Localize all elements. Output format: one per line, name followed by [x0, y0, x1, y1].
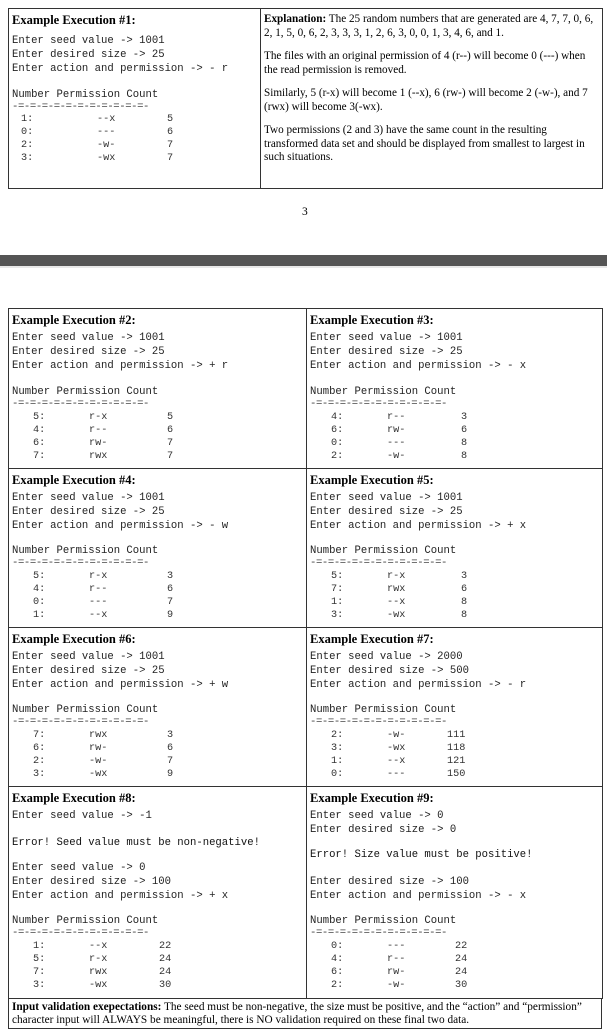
ex6-row-4-num: 3:	[33, 769, 46, 780]
ex8-row-3-count: 24	[159, 967, 172, 978]
ex5-row-3-count: 8	[461, 597, 468, 608]
ex3-row-1-num: 4:	[331, 412, 344, 423]
ex8-error-message: Error! Seed value must be non-negative!	[12, 837, 260, 849]
explanation-para-3: Similarly, 5 (r-x) will become 1 (--x), 6 (rw-) will become 2 (-w-), and 7 (rwx) will become 3(-wx).	[264, 87, 588, 113]
ex5-row-2-perm: rwx	[387, 584, 406, 595]
ex9-line-2: Enter action and permission -> - x	[310, 890, 527, 902]
ex5-row-1-count: 3	[461, 571, 468, 582]
ex9-divider: -=-=-=-=-=-=-=-=-=-=-=-	[310, 927, 448, 939]
ex9-line-seed: Enter seed value -> 0	[310, 810, 444, 822]
ex5-row-4-perm: -wx	[387, 610, 406, 621]
ex2-row-4-count: 7	[167, 451, 174, 462]
ex1-row-3-count: 7	[167, 140, 174, 151]
example-7-cell	[306, 627, 603, 787]
ex8-row-2-perm: r-x	[89, 954, 108, 965]
ex5-table-header: Number Permission Count	[310, 545, 457, 557]
ex4-line-3: Enter action and permission -> - w	[12, 520, 229, 532]
ex2-row-4-num: 7:	[33, 451, 46, 462]
ex2-row-3-num: 6:	[33, 438, 46, 449]
ex5-row-3-num: 1:	[331, 597, 344, 608]
ex7-line-2: Enter desired size -> 500	[310, 665, 469, 677]
ex4-divider: -=-=-=-=-=-=-=-=-=-=-=-	[12, 557, 150, 569]
ex1-row-1-perm: --x	[97, 114, 116, 125]
ex8-row-1-count: 22	[159, 941, 172, 952]
ex4-table-header: Number Permission Count	[12, 545, 159, 557]
ex7-divider: -=-=-=-=-=-=-=-=-=-=-=-	[310, 716, 448, 728]
ex3-row-3-count: 8	[461, 438, 468, 449]
ex5-row-4-num: 3:	[331, 610, 344, 621]
ex3-row-4-num: 2:	[331, 451, 344, 462]
example-9-cell	[306, 786, 603, 999]
ex8-line-seed-neg: Enter seed value -> -1	[12, 810, 152, 822]
ex8-row-4-count: 30	[159, 980, 172, 991]
ex4-row-1-perm: r-x	[89, 571, 108, 582]
ex8-row-3-perm: rwx	[89, 967, 108, 978]
ex5-row-2-count: 6	[461, 584, 468, 595]
ex5-row-2-num: 7:	[331, 584, 344, 595]
input-validation-label: Input validation exepectations:	[12, 1001, 162, 1013]
ex2-row-1-num: 5:	[33, 412, 46, 423]
ex9-row-4-perm: -w-	[387, 980, 406, 991]
ex7-row-2-num: 3:	[331, 743, 344, 754]
example-2-cell	[8, 308, 307, 469]
ex3-row-2-num: 6:	[331, 425, 344, 436]
ex2-row-2-perm: r--	[89, 425, 108, 436]
ex1-row-2-num: 0:	[21, 127, 34, 138]
ex8-line-3: Enter action and permission -> + x	[12, 890, 229, 902]
example-5-title: Example Execution #5:	[310, 473, 434, 487]
example-1-title: Example Execution #1:	[12, 13, 136, 27]
example-3-cell	[306, 308, 603, 469]
ex7-row-4-count: 150	[447, 769, 466, 780]
ex1-line-2: Enter desired size -> 25	[12, 49, 165, 61]
ex3-line-3: Enter action and permission -> - x	[310, 360, 527, 372]
ex7-line-3: Enter action and permission -> - r	[310, 679, 527, 691]
ex6-row-3-num: 2:	[33, 756, 46, 767]
ex2-row-4-perm: rwx	[89, 451, 108, 462]
example-7-title: Example Execution #7:	[310, 632, 434, 646]
page-top	[0, 0, 607, 255]
ex6-line-1: Enter seed value -> 1001	[12, 651, 165, 663]
example-4-title: Example Execution #4:	[12, 473, 136, 487]
ex2-row-1-perm: r-x	[89, 412, 108, 423]
ex4-row-4-count: 9	[167, 610, 174, 621]
ex7-row-2-count: 118	[447, 743, 466, 754]
ex6-row-1-count: 3	[167, 730, 174, 741]
ex7-row-4-perm: ---	[387, 769, 406, 780]
explanation-numbers: The 25 random numbers that are generated are 4, 7, 7, 0, 6, 2, 1, 5, 0, 6, 2, 3, 3, 3, 1, 2, 6, 3, 0, 0, 1, 3, 4, 6, and 1.	[264, 13, 594, 39]
ex4-row-3-count: 7	[167, 597, 174, 608]
ex4-line-2: Enter desired size -> 25	[12, 506, 165, 518]
ex6-table-header: Number Permission Count	[12, 704, 159, 716]
ex8-row-4-num: 3:	[33, 980, 46, 991]
ex7-row-1-perm: -w-	[387, 730, 406, 741]
ex6-row-3-perm: -w-	[89, 756, 108, 767]
ex4-line-1: Enter seed value -> 1001	[12, 492, 165, 504]
ex7-row-1-num: 2:	[331, 730, 344, 741]
example-6-cell	[8, 627, 307, 787]
ex3-line-2: Enter desired size -> 25	[310, 346, 463, 358]
ex9-row-4-count: 30	[455, 980, 468, 991]
ex3-line-1: Enter seed value -> 1001	[310, 332, 463, 344]
ex1-row-4-count: 7	[167, 153, 174, 164]
ex9-row-3-perm: rw-	[387, 967, 406, 978]
input-validation-text: The seed must be non-negative, the size must be positive, and the “action” and “permission” character input will ALWAYS be meaningful, there is NO validation required on these final two data.	[12, 1001, 582, 1026]
ex8-row-1-num: 1:	[33, 941, 46, 952]
ex6-row-4-count: 9	[167, 769, 174, 780]
ex2-divider: -=-=-=-=-=-=-=-=-=-=-=-	[12, 398, 150, 410]
ex3-table-header: Number Permission Count	[310, 386, 457, 398]
ex8-row-1-perm: --x	[89, 941, 108, 952]
ex9-row-4-num: 2:	[331, 980, 344, 991]
ex8-divider: -=-=-=-=-=-=-=-=-=-=-=-	[12, 927, 150, 939]
ex5-row-1-perm: r-x	[387, 571, 406, 582]
ex5-line-3: Enter action and permission -> + x	[310, 520, 527, 532]
ex9-error-message: Error! Size value must be positive!	[310, 849, 533, 861]
ex5-row-3-perm: --x	[387, 597, 406, 608]
ex2-row-3-count: 7	[167, 438, 174, 449]
ex3-row-3-perm: ---	[387, 438, 406, 449]
ex9-row-1-count: 22	[455, 941, 468, 952]
ex3-row-2-count: 6	[461, 425, 468, 436]
example-2-title: Example Execution #2:	[12, 313, 136, 327]
ex4-row-2-count: 6	[167, 584, 174, 595]
ex1-row-1-count: 5	[167, 114, 174, 125]
ex8-row-3-num: 7:	[33, 967, 46, 978]
ex8-row-2-num: 5:	[33, 954, 46, 965]
ex1-row-2-count: 6	[167, 127, 174, 138]
example-8-title: Example Execution #8:	[12, 791, 136, 805]
ex1-line-1: Enter seed value -> 1001	[12, 35, 165, 47]
ex6-row-2-num: 6:	[33, 743, 46, 754]
ex6-row-1-perm: rwx	[89, 730, 108, 741]
ex9-row-3-num: 6:	[331, 967, 344, 978]
ex1-line-3: Enter action and permission -> - r	[12, 63, 229, 75]
ex1-row-4-perm: -wx	[97, 153, 116, 164]
ex8-line-2: Enter desired size -> 100	[12, 876, 171, 888]
ex4-row-3-perm: ---	[89, 597, 108, 608]
ex2-line-1: Enter seed value -> 1001	[12, 332, 165, 344]
ex4-row-1-count: 3	[167, 571, 174, 582]
ex8-table-header: Number Permission Count	[12, 915, 159, 927]
ex4-row-4-num: 1:	[33, 610, 46, 621]
ex4-row-4-perm: --x	[89, 610, 108, 621]
ex2-table-header: Number Permission Count	[12, 386, 159, 398]
ex9-row-2-count: 24	[455, 954, 468, 965]
ex1-divider: -=-=-=-=-=-=-=-=-=-=-=-	[12, 101, 150, 113]
example-3-title: Example Execution #3:	[310, 313, 434, 327]
ex5-row-1-num: 5:	[331, 571, 344, 582]
example-6-title: Example Execution #6:	[12, 632, 136, 646]
ex7-table-header: Number Permission Count	[310, 704, 457, 716]
ex3-row-1-count: 3	[461, 412, 468, 423]
ex2-row-1-count: 5	[167, 412, 174, 423]
page-gap-white	[0, 268, 607, 306]
ex2-line-2: Enter desired size -> 25	[12, 346, 165, 358]
ex6-line-2: Enter desired size -> 25	[12, 665, 165, 677]
ex7-row-3-count: 121	[447, 756, 466, 767]
ex1-row-3-perm: -w-	[97, 140, 116, 151]
explanation-para-4: Two permissions (2 and 3) have the same count in the resulting transformed data set and should be displayed from smallest to largest in such situations.	[264, 124, 585, 163]
ex9-line-size-zero: Enter desired size -> 0	[310, 824, 457, 836]
example-9-title: Example Execution #9:	[310, 791, 434, 805]
ex4-row-2-num: 4:	[33, 584, 46, 595]
example-8-cell	[8, 786, 307, 999]
ex9-row-2-perm: r--	[387, 954, 406, 965]
ex6-row-2-perm: rw-	[89, 743, 108, 754]
ex1-table-header: Number Permission Count	[12, 89, 159, 101]
ex3-row-3-num: 0:	[331, 438, 344, 449]
input-validation-note	[8, 998, 602, 1029]
example-1-cell	[8, 8, 261, 189]
ex2-row-2-num: 4:	[33, 425, 46, 436]
ex9-row-1-num: 0:	[331, 941, 344, 952]
ex9-row-2-num: 4:	[331, 954, 344, 965]
ex3-row-2-perm: rw-	[387, 425, 406, 436]
ex3-row-4-count: 8	[461, 451, 468, 462]
ex7-row-3-perm: --x	[387, 756, 406, 767]
ex9-line-1: Enter desired size -> 100	[310, 876, 469, 888]
ex7-row-2-perm: -wx	[387, 743, 406, 754]
ex3-row-1-perm: r--	[387, 412, 406, 423]
explanation-label: Explanation:	[264, 13, 327, 25]
ex1-row-3-num: 2:	[21, 140, 34, 151]
ex6-row-3-count: 7	[167, 756, 174, 767]
example-5-cell	[306, 468, 603, 628]
ex3-divider: -=-=-=-=-=-=-=-=-=-=-=-	[310, 398, 448, 410]
ex3-row-4-perm: -w-	[387, 451, 406, 462]
ex9-row-3-count: 24	[455, 967, 468, 978]
ex8-row-4-perm: -wx	[89, 980, 108, 991]
ex1-row-2-perm: ---	[97, 127, 116, 138]
ex7-row-3-num: 1:	[331, 756, 344, 767]
page-number: 3	[302, 206, 308, 218]
ex4-row-1-num: 5:	[33, 571, 46, 582]
ex8-row-2-count: 24	[159, 954, 172, 965]
explanation-text	[264, 13, 599, 175]
ex2-line-3: Enter action and permission -> + r	[12, 360, 229, 372]
ex9-row-1-perm: ---	[387, 941, 406, 952]
ex5-line-2: Enter desired size -> 25	[310, 506, 463, 518]
ex6-row-2-count: 6	[167, 743, 174, 754]
ex1-row-4-num: 3:	[21, 153, 34, 164]
ex6-row-4-perm: -wx	[89, 769, 108, 780]
ex2-row-2-count: 6	[167, 425, 174, 436]
ex4-row-2-perm: r--	[89, 584, 108, 595]
ex2-row-3-perm: rw-	[89, 438, 108, 449]
ex5-divider: -=-=-=-=-=-=-=-=-=-=-=-	[310, 557, 448, 569]
ex5-row-4-count: 8	[461, 610, 468, 621]
ex7-row-1-count: 111	[447, 730, 466, 741]
ex6-line-3: Enter action and permission -> + w	[12, 679, 229, 691]
ex6-row-1-num: 7:	[33, 730, 46, 741]
explanation-para-1	[264, 13, 599, 40]
ex7-line-1: Enter seed value -> 2000	[310, 651, 463, 663]
ex5-line-1: Enter seed value -> 1001	[310, 492, 463, 504]
ex4-row-3-num: 0:	[33, 597, 46, 608]
ex9-table-header: Number Permission Count	[310, 915, 457, 927]
explanation-para-2: The files with an original permission of 4 (r--) will become 0 (---) when the read permission is removed.	[264, 50, 586, 76]
example-4-cell	[8, 468, 307, 628]
ex6-divider: -=-=-=-=-=-=-=-=-=-=-=-	[12, 716, 150, 728]
ex1-row-1-num: 1:	[21, 114, 34, 125]
ex8-line-1: Enter seed value -> 0	[12, 862, 146, 874]
explanation-cell	[260, 8, 603, 189]
ex7-row-4-num: 0:	[331, 769, 344, 780]
